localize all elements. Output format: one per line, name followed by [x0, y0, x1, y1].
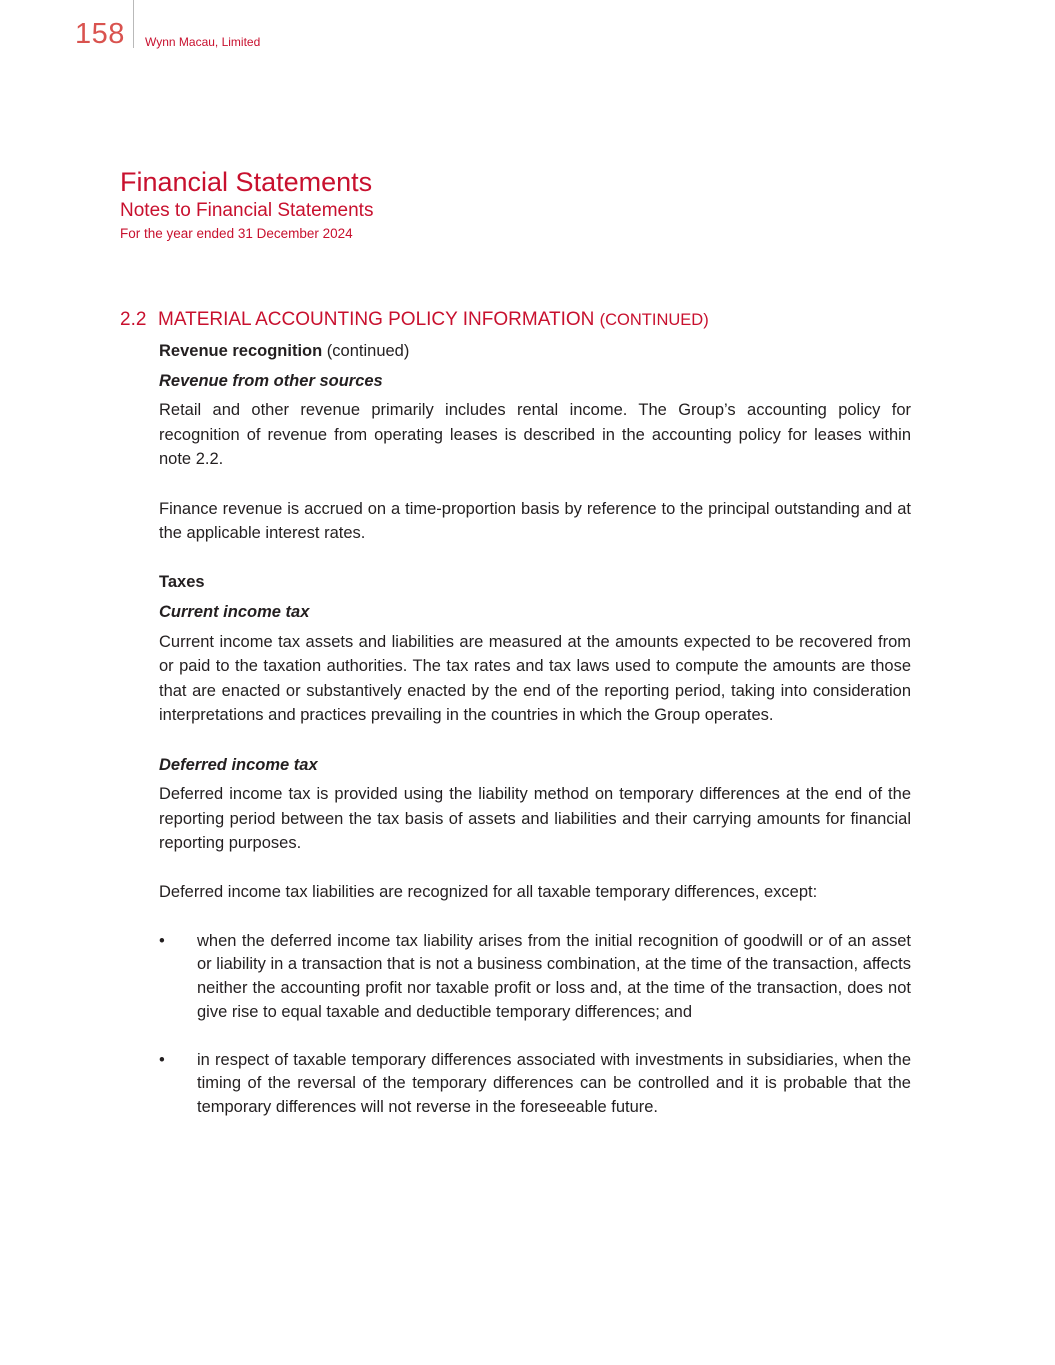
revenue-subheading: Revenue from other sources [159, 371, 383, 390]
deferred-income-tax-paragraph-1: Deferred income tax is provided using the liability method on temporary differences at the end of the reporting period between the tax basis of assets and liabilities and their carrying amounts for financial reporting purposes. [159, 785, 911, 853]
section-title: MATERIAL ACCOUNTING POLICY INFORMATION [158, 309, 595, 330]
revenue-heading-suffix: (continued) [326, 342, 410, 360]
section-heading [120, 309, 709, 331]
list-item [159, 1049, 911, 1120]
taxes-heading: Taxes [159, 573, 205, 592]
main-content [159, 339, 911, 1120]
sub-title: Notes to Financial Statements [120, 200, 374, 221]
page-number: 158 [75, 18, 125, 50]
bullet-icon: • [159, 931, 165, 950]
section-number: 2.2 [120, 309, 147, 330]
deferred-income-tax-subheading: Deferred income tax [159, 755, 318, 774]
list-item-text: in respect of taxable temporary differences associated with investments in subsidiaries, when the timing of the reversal of the temporary differences can be controlled and it is probable that the temporary differences will not reverse in the foreseeable future. [197, 1050, 911, 1117]
title-block [120, 166, 373, 244]
deferred-income-tax-paragraph-2: Deferred income tax liabilities are recognized for all taxable temporary differences, except: [159, 883, 818, 902]
revenue-paragraph-2: Finance revenue is accrued on a time-proportion basis by reference to the principal outstanding and at the applicable interest rates. [159, 499, 911, 543]
reporting-period: For the year ended 31 December 2024 [120, 226, 353, 241]
bullet-icon: • [159, 1050, 165, 1069]
current-income-tax-subheading: Current income tax [159, 602, 310, 621]
exceptions-list [159, 930, 911, 1120]
list-item-text: when the deferred income tax liability arises from the initial recognition of goodwill or of an asset or liability in a transaction that is not a business combination, at the time of the transaction, affects neither the accounting profit nor taxable profit or loss and, at the time of the transaction, does not give rise to equal taxable and deductible temporary differences; and [197, 931, 911, 1022]
company-name: Wynn Macau, Limited [145, 35, 261, 49]
header-divider [133, 0, 134, 48]
section-continued: (CONTINUED) [599, 311, 709, 329]
revenue-heading-text: Revenue recognition [159, 342, 323, 360]
main-title: Financial Statements [120, 167, 373, 197]
current-income-tax-paragraph: Current income tax assets and liabilities are measured at the amounts expected to be recovered from or paid to the taxation authorities. The tax rates and tax laws used to compute the amounts are those that are enacted or substantively enacted by the end of the reporting period, taking into consideration interpretations and practices prevailing in the countries in which the Group operates. [159, 632, 911, 725]
revenue-paragraph-1: Retail and other revenue primarily includes rental income. The Group’s accounting policy for recognition of revenue from operating leases is described in the accounting policy for leases within note 2.2. [159, 401, 911, 469]
list-item [159, 930, 911, 1025]
revenue-heading [159, 339, 911, 364]
